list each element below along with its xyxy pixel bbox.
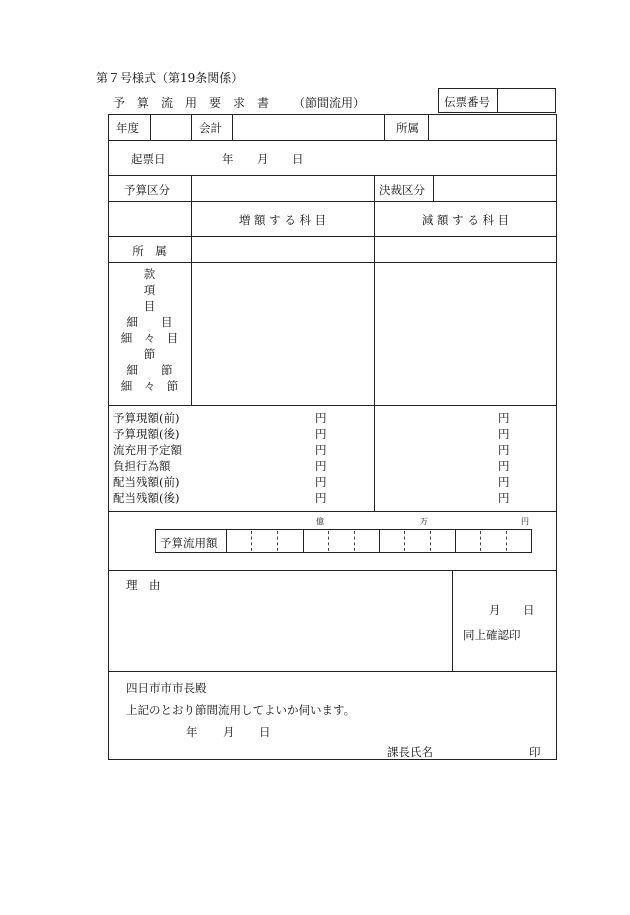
yen-unit: 円 [498, 459, 510, 473]
yen-unit: 円 [498, 443, 510, 457]
fiscal-year-field[interactable] [152, 116, 189, 138]
yen-unit: 円 [498, 475, 510, 489]
reason-field[interactable] [112, 594, 448, 668]
yen-unit: 円 [315, 427, 327, 441]
increase-yen-units [315, 410, 327, 506]
department-field[interactable] [430, 116, 555, 138]
yen-unit: 円 [315, 475, 327, 489]
yen-unit: 円 [315, 459, 327, 473]
footer-day: 日 [259, 725, 271, 739]
reason-label: 理 由 [126, 578, 161, 592]
amount-labels [113, 410, 182, 506]
addressee: 四日市市市長殿 [126, 681, 207, 695]
affiliation-label: 所 属 [132, 244, 167, 258]
transfer-amount-field[interactable] [228, 531, 530, 551]
category-label: 細 目 [126, 315, 173, 329]
manager-name-label: 課長氏名 [387, 745, 433, 759]
yen-unit: 円 [315, 491, 327, 505]
account-label: 会計 [199, 121, 222, 135]
footer-month: 月 [223, 725, 235, 739]
category-label: 項 [143, 283, 156, 297]
increase-subject-header: 増 額 す る 科 目 [238, 213, 327, 227]
request-title: 予 算 流 用 要 求 書 [113, 96, 270, 110]
yen-unit: 円 [498, 427, 510, 441]
request-type: （節間流用） [293, 96, 366, 110]
amount-label: 負担行為額 [113, 459, 171, 473]
unit-oku: 億 [316, 517, 324, 526]
amount-label: 配当残額(後) [113, 491, 180, 505]
confirm-month: 月 [489, 603, 501, 617]
decrease-subject-header: 減 額 す る 科 目 [421, 213, 510, 227]
amount-label: 配当残額(前) [113, 475, 180, 489]
department-label: 所属 [396, 121, 419, 135]
category-label: 款 [143, 267, 156, 281]
unit-man: 万 [420, 517, 428, 526]
transfer-amount-label: 予算流用額 [160, 536, 218, 550]
confirm-day: 日 [523, 603, 535, 617]
yen-unit: 円 [498, 491, 510, 505]
yen-unit: 円 [498, 411, 510, 425]
budget-class-field[interactable] [193, 177, 372, 199]
amount-label: 予算現額(後) [113, 427, 180, 441]
yen-unit: 円 [315, 411, 327, 425]
footer-year: 年 [186, 725, 198, 739]
approval-statement: 上記のとおり節間流用してよいか伺います。 [126, 703, 356, 717]
approval-class-field[interactable] [435, 177, 555, 199]
category-label: 細 々 目 [120, 331, 179, 345]
category-label: 細 節 [126, 363, 173, 377]
issue-date-month: 月 [257, 152, 269, 166]
issue-date-year: 年 [222, 152, 234, 166]
manager-name-field[interactable] [440, 741, 524, 759]
category-label: 節 [143, 347, 156, 361]
issue-date-label: 起票日 [131, 152, 166, 166]
amount-label: 流充用予定額 [113, 443, 182, 457]
yen-unit: 円 [315, 443, 327, 457]
unit-yen: 円 [521, 517, 529, 526]
seal-mark: 印 [529, 745, 541, 759]
amount-label: 予算現額(前) [113, 411, 180, 425]
issue-date-day: 日 [292, 152, 304, 166]
category-labels [108, 266, 191, 394]
fiscal-year-label: 年度 [116, 121, 139, 135]
category-label: 細 々 節 [120, 379, 179, 393]
category-label: 目 [143, 299, 156, 313]
voucher-number-label: 伝票番号 [444, 95, 490, 109]
form-number-title: 第７号様式（第19条関係） [96, 71, 244, 85]
decrease-yen-units [498, 410, 510, 506]
account-field[interactable] [234, 116, 382, 138]
approval-class-label: 決裁区分 [379, 183, 425, 197]
confirm-seal-label: 同上確認印 [463, 628, 521, 642]
budget-class-label: 予算区分 [124, 183, 170, 197]
